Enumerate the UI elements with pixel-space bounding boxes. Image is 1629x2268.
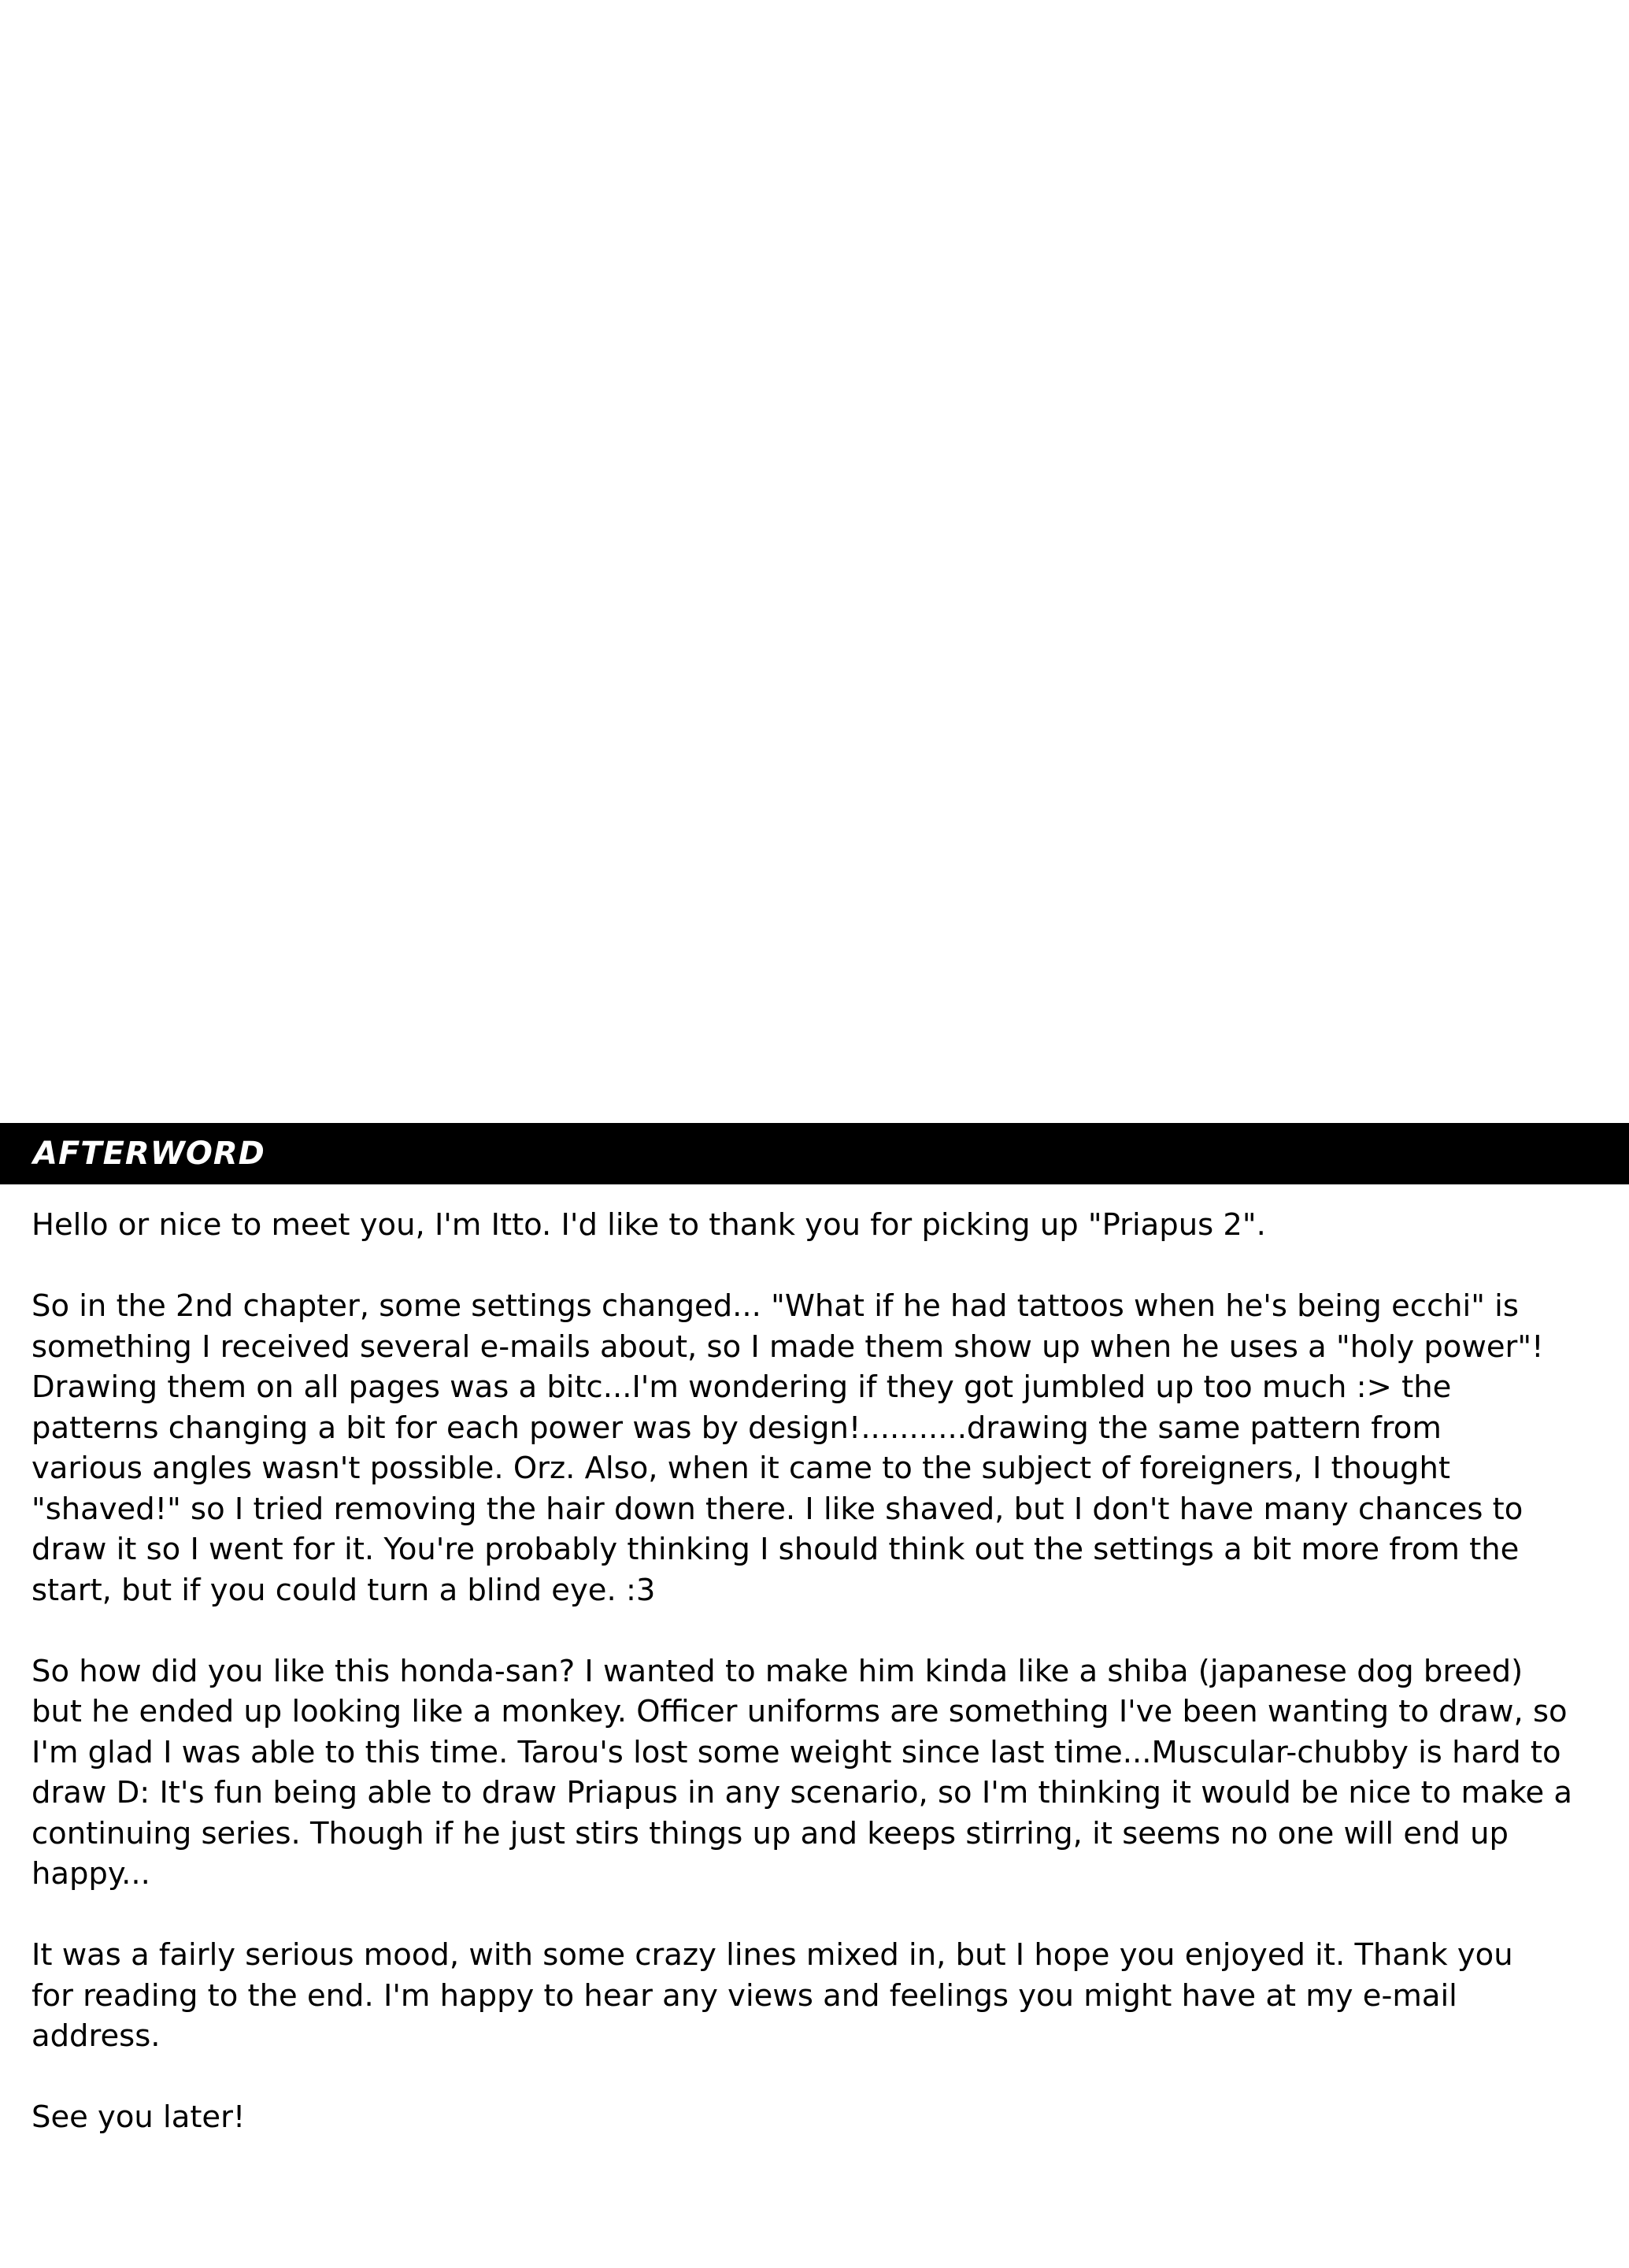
afterword-body [31, 1205, 1606, 2138]
afterword-header-bar [0, 1123, 1629, 1184]
paragraph-thanks: It was a fairly serious mood, with some crazy lines mixed in, but I hope you enjoyed it. Thank you for reading to the end. I'm happy to hear any views and feelings you might have at my e-mail address. [31, 1937, 1513, 2054]
page-title: AFTERWORD [33, 1136, 265, 1172]
paragraph-greeting: Hello or nice to meet you, I'm Itto. I'd like to thank you for picking up "Priapus 2". [31, 1207, 1266, 1243]
paragraph-chapter-settings: So in the 2nd chapter, some settings changed... "What if he had tattoos when he's being ecchi" is something I received several e-mails about, so I made them show up when he uses a "holy power"! Drawing them on all pages was a bitc...I'm wondering if they got jumbled up too much :> the patterns changing a bit for each power was by design!...........drawing the same pattern from various angles wasn't possible. Orz. Also, when it came to the subject of foreigners, I thought "shaved!" so I tried removing the hair down there. I like shaved, but I don't have many chances to draw it so I went for it. You're probably thinking I should think out the settings a bit more from the start, but if you could turn a blind eye. :3 [31, 1288, 1544, 1608]
paragraph-honda-san: So how did you like this honda-san? I wanted to make him kinda like a shiba (japanese dog breed) but he ended up looking like a monkey. Officer uniforms are something I've been wanting to draw, so I'm glad I was able to this time. Tarou's lost some weight since last time...Muscular-chubby is hard to draw D: It's fun being able to draw Priapus in any scenario, so I'm thinking it would be nice to make a continuing series. Though if he just stirs things up and keeps stirring, it seems no one will end up happy... [31, 1653, 1573, 1892]
paragraph-farewell: See you later! [31, 2099, 246, 2135]
